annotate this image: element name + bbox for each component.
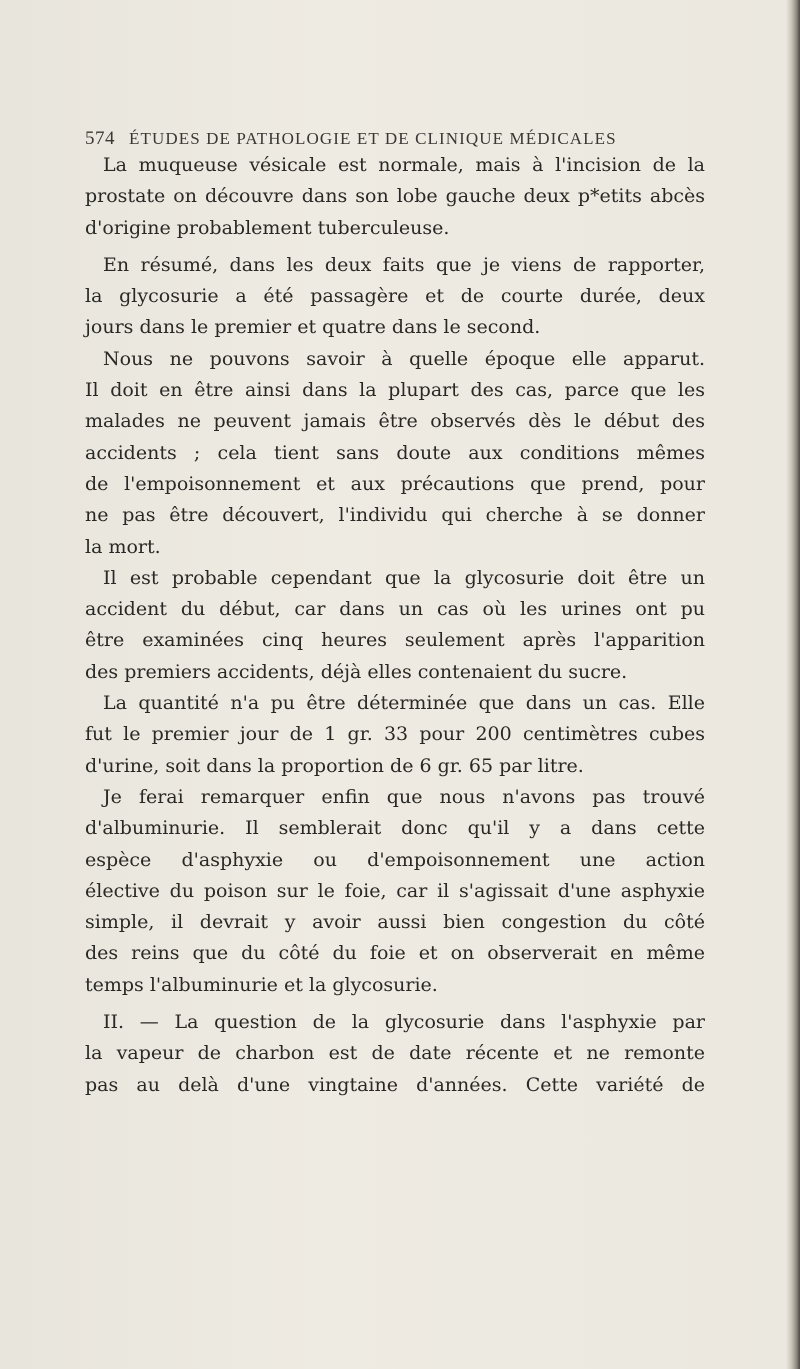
text-line: simple, il devrait y avoir aussi bien congestion du côté	[85, 911, 705, 934]
text-line: Il est probable cependant que la glycosurie doit être un	[103, 566, 705, 589]
text-line: de l'empoisonnement et aux précautions que prend, pour	[85, 472, 705, 495]
text-line: espèce d'asphyxie ou d'empoisonnement une action	[85, 848, 705, 871]
text-line: des premiers accidents, déjà elles contenaient du sucre.	[85, 660, 628, 683]
text-line: élective du poison sur le foie, car il s'agissait d'une asphyxie	[85, 879, 705, 902]
page-number: 574	[85, 128, 115, 149]
text-line: d'albuminurie. Il semblerait donc qu'il y a dans cette	[85, 817, 705, 840]
text-line: la vapeur de charbon est de date récente et ne remonte	[85, 1042, 705, 1065]
text-line: Je ferai remarquer enfin que nous n'avons pas trouvé	[103, 785, 705, 808]
text-line: ne pas être découvert, l'individu qui cherche à se donner	[85, 504, 705, 527]
text-line: malades ne peuvent jamais être observés dès le début des	[85, 410, 705, 433]
text-line: La quantité n'a pu être déterminée que dans un cas. Elle	[103, 692, 705, 715]
text-line: En résumé, dans les deux faits que je viens de rapporter,	[103, 253, 705, 276]
text-line: la mort.	[85, 535, 161, 558]
text-line: d'urine, soit dans la proportion de 6 gr. 65 par litre.	[85, 754, 584, 777]
text-line: fut le premier jour de 1 gr. 33 pour 200 centimètres cubes	[85, 723, 705, 746]
text-line: pas au delà d'une vingtaine d'années. Cette variété de	[85, 1073, 705, 1096]
page-edge-shadow	[786, 0, 800, 1369]
text-line: la glycosurie a été passagère et de courte durée, deux	[85, 285, 705, 308]
body-text	[85, 150, 705, 1101]
running-title: ÉTUDES DE PATHOLOGIE ET DE CLINIQUE MÉDICALES	[129, 129, 617, 148]
text-line: accident du début, car dans un cas où les urines ont pu	[85, 598, 705, 621]
running-header	[85, 128, 705, 152]
text-line: La muqueuse vésicale est normale, mais à l'incision de la	[103, 154, 705, 176]
text-line: des reins que du côté du foie et on observerait en même	[85, 942, 705, 965]
text-line: jours dans le premier et quatre dans le second.	[85, 316, 541, 339]
text-line: temps l'albuminurie et la glycosurie.	[85, 973, 438, 996]
text-line: Nous ne pouvons savoir à quelle époque elle apparut.	[103, 347, 705, 370]
text-line: II. — La question de la glycosurie dans l'asphyxie par	[103, 1011, 705, 1034]
text-line: accidents ; cela tient sans doute aux conditions mêmes	[85, 441, 705, 464]
text-line: Il doit en être ainsi dans la plupart des cas, parce que les	[85, 379, 705, 402]
text-line: être examinées cinq heures seulement après l'apparition	[85, 629, 705, 652]
text-line: prostate on découvre dans son lobe gauche deux p*etits abcès	[85, 185, 705, 208]
text-line: d'origine probablement tuberculeuse.	[85, 216, 450, 239]
